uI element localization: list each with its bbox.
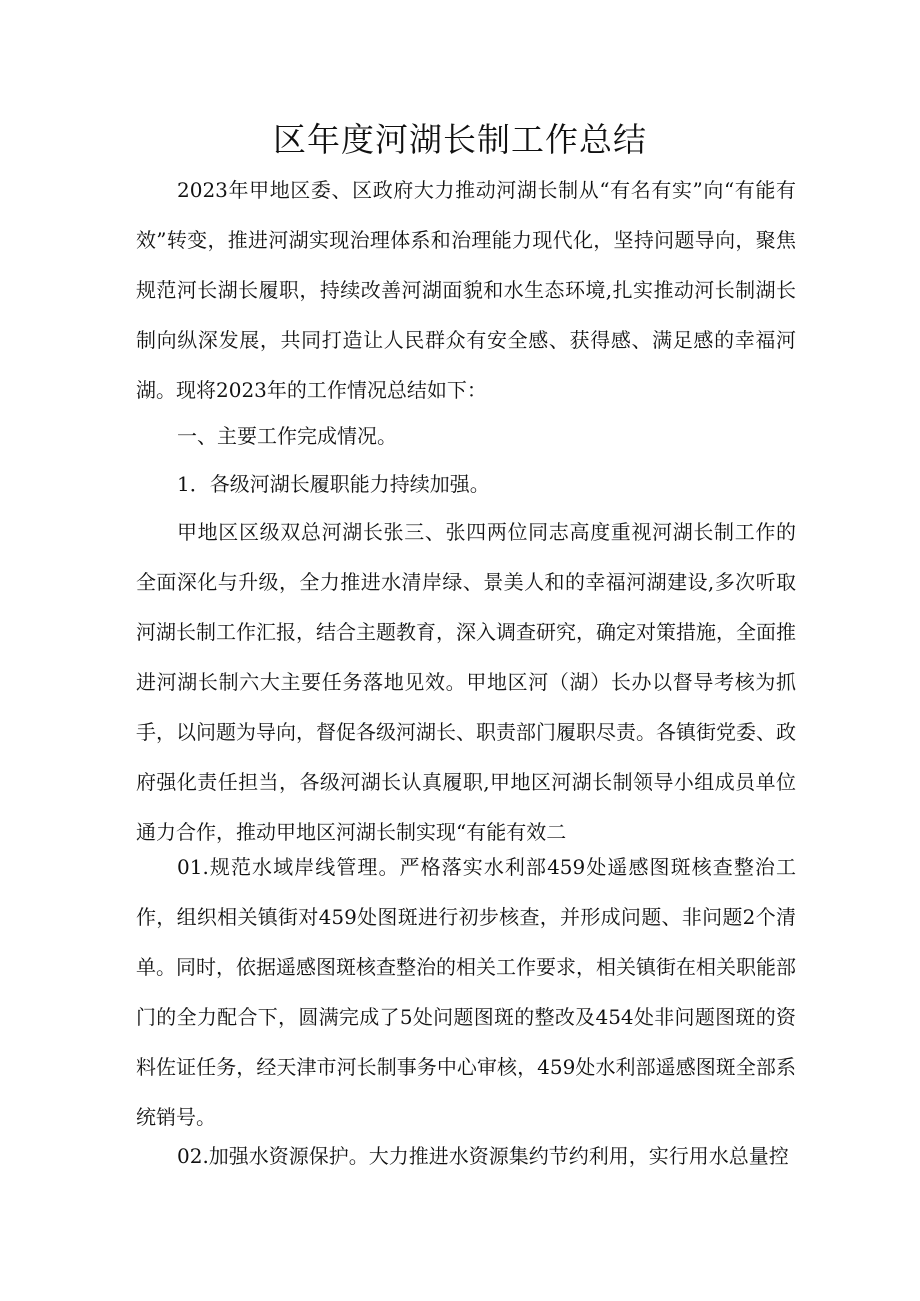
document-title: 区年度河湖长制工作总结 [273, 120, 647, 159]
subsection-heading: 1．各级河湖长履职能力持续加强。 [177, 472, 490, 496]
body-paragraph: 01.规范水域岸线管理。严格落实水利部459处遥感图斑核查整治工作，组织相关镇街对459处图斑进行初步核查，并形成问题、非问题2个清单。同时，依据遥感图斑核查整治的相关工作要求，相关镇街在相关职能部门的全力配合下，圆满完成了5处问题图斑的整改及454处非问题图斑的资料佐证任务，经天津市河长制事务中心审核，459处水利部遥感图斑全部系统销号。 [136, 855, 796, 1129]
body-paragraph: 02.加强水资源保护。大力推进水资源集约节约利用，实行用水总量控 [177, 1144, 789, 1168]
section-heading: 一、主要工作完成情况。 [177, 424, 397, 448]
body-paragraph: 甲地区区级双总河湖长张三、张四两位同志高度重视河湖长制工作的全面深化与升级，全力推进水清岸绿、景美人和的幸福河湖建设,多次听取河湖长制工作汇报，结合主题教育，深入调查研究，确定对策措施，全面推进河湖长制六大主要任务落地见效。甲地区河（湖）长办以督导考核为抓手，以问题为导向，督促各级河湖长、职责部门履职尽责。各镇街党委、政府强化责任担当，各级河湖长认真履职,甲地区河湖长制领导小组成员单位通力合作，推动甲地区河湖长制实现“有能有效二 [136, 520, 796, 844]
intro-paragraph: 2023年甲地区委、区政府大力推动河湖长制从“有名有实”向“有能有效”转变，推进河湖实现治理体系和治理能力现代化，坚持问题导向，聚焦规范河长湖长履职，持续改善河湖面貌和水生态环境,扎实推动河长制湖长制向纵深发展，共同打造让人民群众有安全感、获得感、满足感的幸福河湖。现将2023年的工作情况总结如下： [136, 178, 796, 402]
